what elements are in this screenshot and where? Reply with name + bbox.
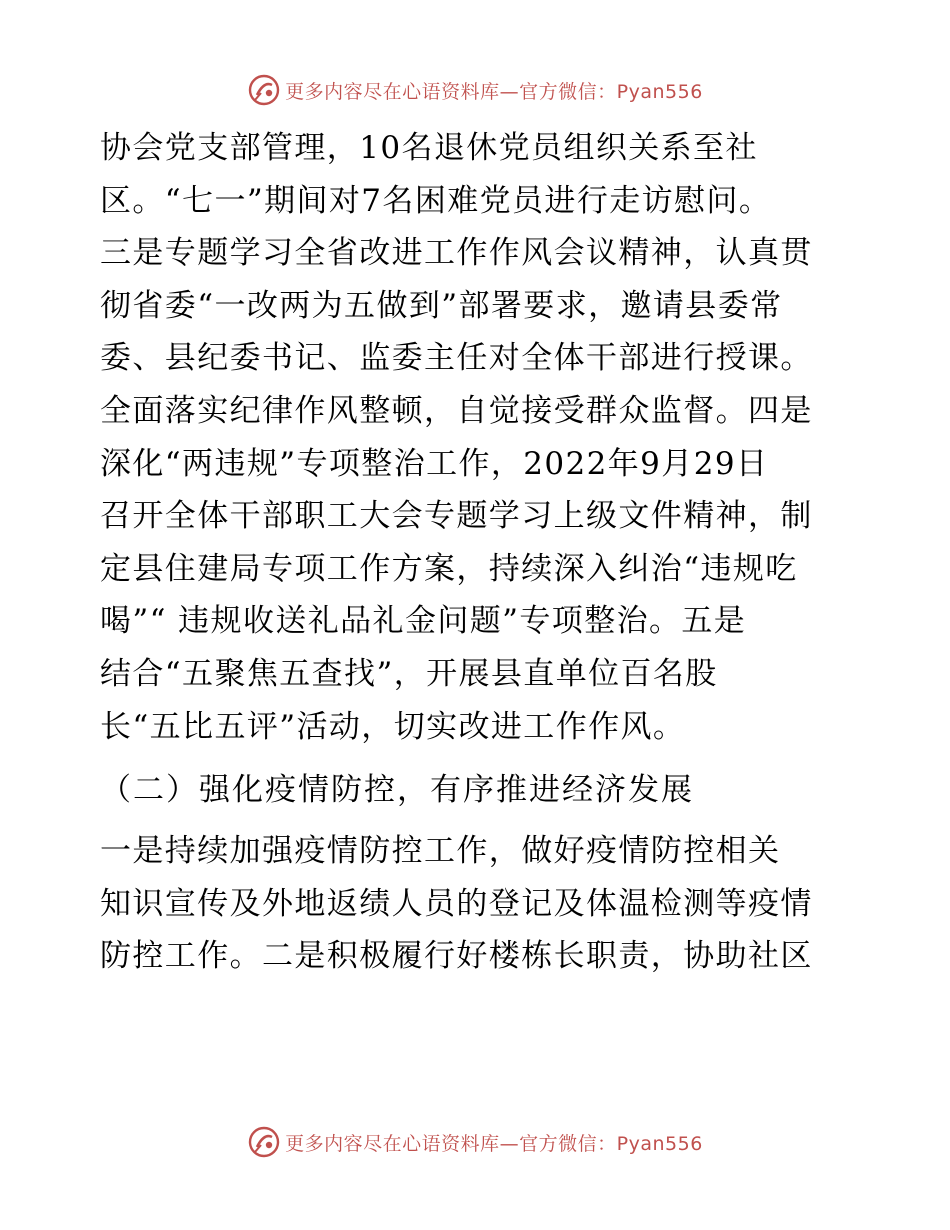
body-line: 防控工作。二是积极履行好楼栋长职责，协助社区 [100,938,813,975]
body-line: 协会党支部管理，10名退休党员组织关系至社 [100,130,758,166]
body-line: 三是专题学习全省改进工作作风会议精神，认真贯 [100,235,813,272]
body-line: 委、县纪委书记、监委主任对全体干部进行授课。 [100,340,813,377]
body-line: 知识宣传及外地返绩人员的登记及体温检测等疫情 [100,885,813,922]
seal-logo-icon [247,1125,281,1159]
body-line: 区。“七一”期间对7名困难党员进行走访慰问。 [100,182,772,219]
section-heading: （二）强化疫情防控，有序推进经济发展 [100,772,694,809]
body-line: 一是持续加强疫情防控工作，做好疫情防控相关 [100,833,781,870]
body-line: 定县住建局专项工作方案，持续深入纠治“违规吃 [100,550,798,587]
body-line: 全面落实纪律作风整顿，自觉接受群众监督。四是 [100,392,813,429]
header-watermark [0,70,950,110]
document-body [100,122,860,983]
seal-logo-icon [247,73,281,107]
body-line: 喝”“ 违规收送礼品礼金问题”专项整治。五是 [100,603,747,640]
body-line: 彻省委“一改两为五做到”部署要求，邀请县委常 [100,287,783,324]
body-line: 召开全体干部职工大会专题学习上级文件精神，制 [100,498,813,535]
body-line: 结合“五聚焦五查找”，开展县直单位百名股 [100,655,718,692]
watermark-text: 更多内容尽在心语资料库—官方微信：Pyan556 [285,80,703,103]
footer-watermark [0,1122,950,1162]
watermark-text: 更多内容尽在心语资料库—官方微信：Pyan556 [285,1132,703,1155]
body-line: 长“五比五评”活动，切实改进工作作风。 [100,708,686,745]
body-line: 深化“两违规”专项整治工作，2022年9月29日 [100,445,769,482]
